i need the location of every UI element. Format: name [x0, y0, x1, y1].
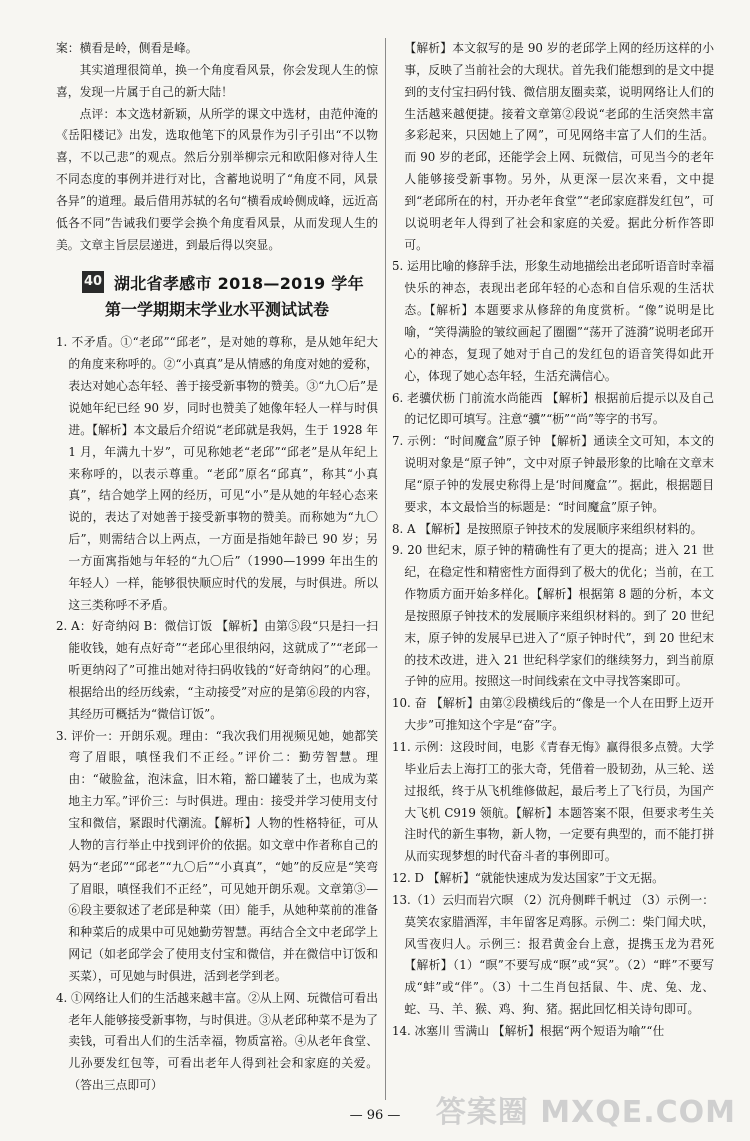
answer-item-4-continued: 【解析】本文叙写的是 90 岁的老邱学上网的经历这样的小事，反映了当前社会的大现状。首先我们能想到的是文中提到的支付宝扫码付钱、微信朋友圈卖菜，说明网络让人们的生活越来越便捷。接着文章第②段说“老邱的生活突然丰富多彩起来，只因她上了网”，可见网络丰富了人们的生活。而 90 岁的老邱，还能学会上网、玩微信，可见当今的老年人能够接受新事物。另外，从更深一层次来看，文中提到“老邱所在的村，开办老年食堂”“老邱家庭群发红包”，可以说明老年人得到了社会和家庭的关爱。据此分析作答即可。 [404, 41, 714, 252]
watermark-logo: 答案圈 MXQE.COM [435, 1095, 736, 1130]
answer-item-12: 12. D 【解析】“就能快速成为发达国家”于文无据。 [392, 871, 664, 886]
answer-item-5: 5. 运用比喻的修辞手法，形象生动地描绘出老邱听语音时幸福快乐的神态，表现出老邱年轻的心态和自信乐观的生活状态。【解析】本题要求从修辞的角度赏析。“像”说明是比喻，“笑得满脸的皱纹画起了圈圈”“荡开了涟漪”说明老邱开心的神态，复现了她对于自己的发红包的语音笑得如此开心，体现了她心态年轻，生活充满信心。 [392, 259, 714, 383]
answer-item-3: 3. 评价一：开朗乐观。理由：“我次我们用视频见她，她都笑弯了眉眼，嗔怪我们不正经。”评价二：勤劳智慧。理由：“破脸盆，泡沫盒，旧木箱，豁口罐装了土，也成为菜地主力军。”评价三：与时俱进。理由：接受并学习使用支付宝和微信，紧跟时代潮流。【解析】人物的性格特征，可从人物的言行举止中找到评价的依据。如文章中作者称自己的妈为“老邱”“邱老”“九〇后”“小真真”，“她”的反应是“笑弯了眉眼，嗔怪我们不正经”，可见她开朗乐观。文章第③—⑥段主要叙述了老邱是种菜（田）能手，从她种菜前的准备和种菜后的成果中可见她勤劳智慧。再结合全文中老邱学上网记（如老邱学会了使用支付宝和微信，并在微信中订饭和买菜），可见她与时俱进，活到老学到老。 [56, 728, 378, 983]
answer-item-2: 2. A：好奇纳闷 B：微信订饭 【解析】由第⑤段“只是扫一扫能收钱，她有点好奇”“老邱心里很纳闷，这就成了”“老邱一听更纳闷了”可推出她对待扫码收钱的“好奇纳闷”的心理。根据给出的经历线索，“主动接受”对应的是第⑥段的内容，其经历可概括为“微信订饭”。 [56, 619, 378, 721]
commentary-paragraph: 点评：本文选材新颖，从所学的课文中选材，由范仲淹的《岳阳楼记》出发，选取他笔下的风景作为引子引出“不以物喜，不以己悲”的观点。然后分别举柳宗元和欧阳修对待人生不同态度的事例并进行对比，含蓄地说明了“角度不同，风景各异”的道理。最后借用苏轼的名句“横看成岭侧成峰，远近高低各不同”告诫我们要学会换个角度看风景，从而发现人生的美。文章主旨层层递进，到最后得以突显。 [56, 106, 378, 252]
right-column [392, 38, 714, 1043]
intro-line: 案：横看是岭，侧看是峰。 [56, 41, 198, 55]
answer-item-9: 9. 20 世纪末，原子钟的精确性有了更大的提高；进入 21 世纪，在稳定性和精密性方面得到了极大的优化；当前，在工作物质方面开始多样化。【解析】根据第 8 题的分析，本文是按照原子钟技术的发展顺序来组织材料的。到了 20 世纪末，原子钟的发展早已进入了“原子钟时代”，到 20 世纪末的技术改进，进入 21 世纪科学家们的继续努力，到当前原子钟的应用。按照这一时间线索在文中寻找答案即可。 [392, 543, 714, 689]
page-number: — 96 — [349, 1108, 401, 1123]
column-divider [385, 38, 386, 1100]
answer-item-6: 6. 老骥伏枥 门前流水尚能西 【解析】根据前后提示以及自己的记忆即可填写。注意“骥”“枥”“尚”等字的书写。 [392, 390, 714, 427]
answer-item-7: 7. 示例：“时间魔盒”原子钟 【解析】通读全文可知，本文的说明对象是“原子钟”，文中对原子钟最形象的比喻在文章末尾“原子钟的发展史称得上是‘时间魔盒’”。据此，根据题目要求，本文最恰当的标题是：“时间魔盒”原子钟。 [392, 434, 714, 514]
answer-item-8: 8. A 【解析】是按照原子钟技术的发展顺序来组织材料的。 [392, 521, 703, 536]
section-number-badge: 40 [82, 271, 104, 293]
left-column [56, 38, 378, 1097]
answer-item-4: 4. ①网络让人们的生活越来越丰富。②从上网、玩微信可看出老年人能够接受新事物，与时俱进。③从老邱种菜不是为了卖钱，可看出人们的生活幸福，物质富裕。④从老年食堂、儿孙要发红包等，可看出老年人得到社会和家庭的关爱。（答出三点即可） [56, 990, 378, 1093]
answer-item-10: 10. 奋 【解析】由第②段横线后的“像是一个人在田野上迈开大步”可推知这个字是“奋”字。 [392, 696, 714, 733]
answer-item-13: 13.（1）云归而岩穴暝 （2）沉舟侧畔千帆过 （3）示例一：莫笑农家腊酒浑，丰年留客足鸡豚。示例二：柴门闻犬吠，风雪夜归人。示例三：报君黄金台上意，提携玉龙为君死 【解析】（1）“暝”不要写成“暝”或“冥”。（2）“畔”不要写成“蚌”或“伴”。（3）十二生肖包括鼠、牛、虎、兔、龙、蛇、马、羊、猴、鸡、狗、猪。据此回忆相关诗句即可。 [392, 892, 714, 1017]
section-title-line1: 湖北省孝感市 2018—2019 学年 [114, 273, 364, 293]
answer-item-14: 14. 冰塞川 雪满山 【解析】根据“两个短语为喻”“仕 [392, 1023, 665, 1038]
section-title-line2: 第一学期期末学业水平测试试卷 [104, 300, 329, 320]
section-heading [56, 268, 378, 324]
answer-item-1: 1. 不矛盾。①“老邱”“邱老”，是对她的尊称，是从她年纪大的角度来称呼的。②“小真真”是从情感的角度对她的爱称，表达对她心态年轻、善于接受新事物的赞美。③“九〇后”是说她年纪已经 90 岁，同时也赞美了她像年轻人一样与时俱进。【解析】本文最后介绍说“老邱就是我妈，生于 1928 年 1 月，年满九十岁”，可见称她老“老邱”“邱老”是从年纪上来称呼的，以表示尊重。“老邱”原名“邱真”，称其“小真真”，结合她学上网的经历，可见“小”是从她的年轻心态来说的，表达了对她善于接受新事物的赞美。而称她为“九〇后”，则需结合以上两点，一方面是指她年龄已 90 岁；另一方面寓指她与年轻的“九〇后”（1990—1999 年出生的年轻人）一样，能够很快顺应时代的发展，与时俱进。所以这三类称呼不矛盾。 [56, 335, 378, 612]
answer-item-11: 11. 示例：这段时间，电影《青春无悔》赢得很多点赞。大学毕业后去上海打工的张大奇，凭借着一股韧劲，从三轮、送过报纸，终于从飞机维修做起，最后考上了飞行员，为国产大飞机 C919 领航。【解析】本题答案不限，但要求考生关注时代的新生事物，新人物，一定要有典型的，而不能打拼从而实现梦想的时代奋斗者的事例即可。 [392, 740, 714, 864]
intro-paragraph: 其实道理很简单，换一个角度看风景，你会发现人生的惊喜，发现一片属于自己的新大陆！ [56, 62, 378, 99]
